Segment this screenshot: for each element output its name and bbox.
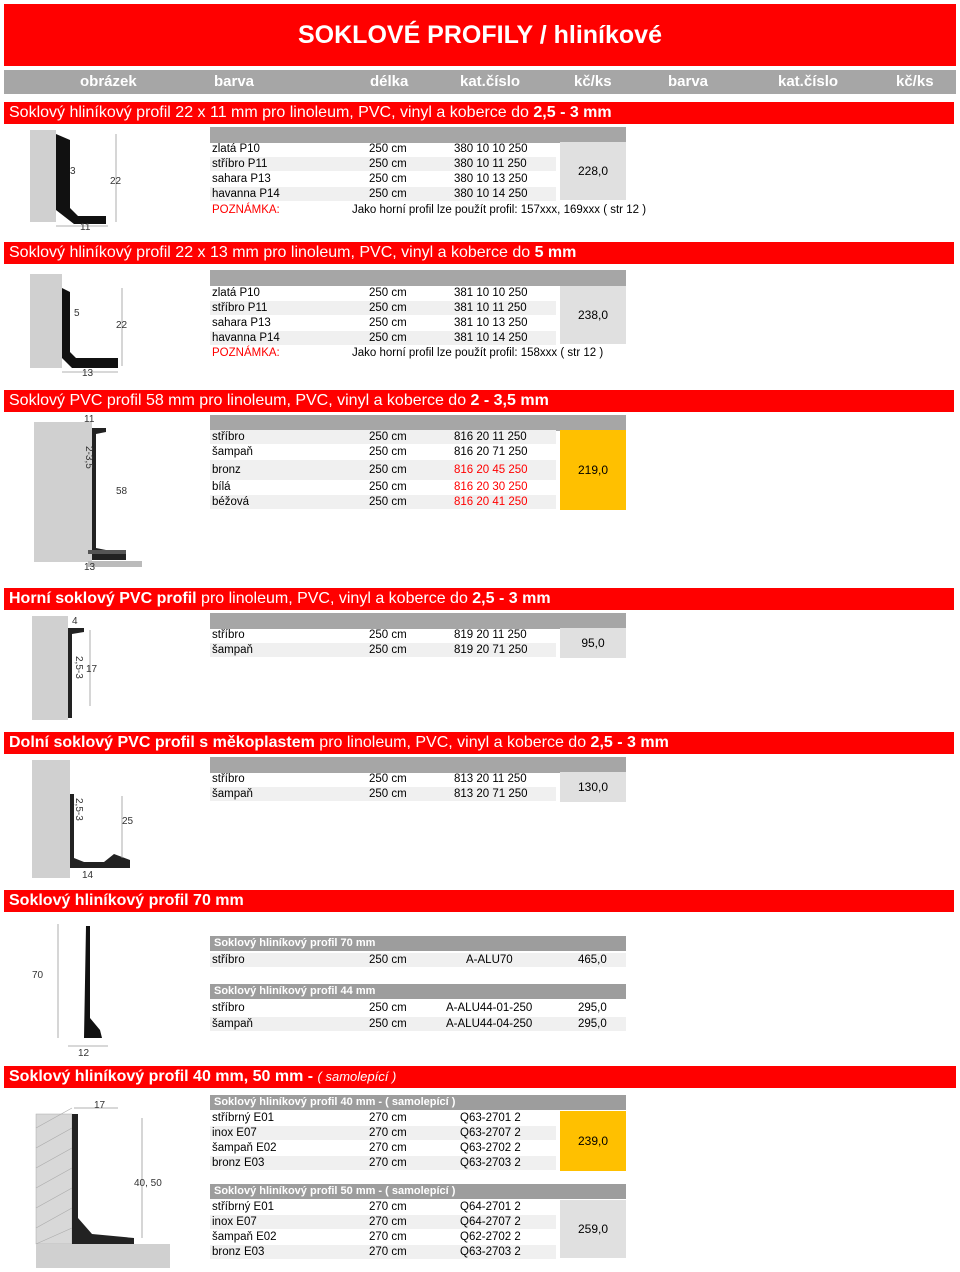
cell-catalog: 816 20 41 250 (454, 496, 528, 508)
section-title: Soklový hliníkový profil 22 x 11 mm (9, 104, 258, 121)
section-title-rest: pro linoleum, PVC, vinyl a koberce do (314, 734, 591, 751)
price-cell: 259,0 (560, 1200, 626, 1258)
cell-length: 250 cm (369, 431, 407, 443)
price-cell: 228,0 (560, 142, 626, 200)
price-cell: 130,0 (560, 772, 626, 802)
col-header-length: délka (370, 73, 409, 90)
cell-color: zlatá P10 (212, 143, 260, 155)
cell-color: béžová (212, 496, 250, 508)
cell-catalog: 813 20 11 250 (454, 773, 527, 785)
table-header-bar (210, 415, 626, 431)
cell-color: sahara P13 (212, 317, 271, 329)
note-text: Jako horní profil lze použít profil: 158xxx ( str 12 ) (352, 347, 604, 359)
dim-label: 4 (72, 616, 78, 627)
section-title-rest: pro linoleum, PVC, vinyl a koberce do (257, 104, 534, 121)
cell-length: 250 cm (369, 954, 407, 966)
note-label: POZNÁMKA: (212, 347, 280, 359)
section-header-7 (4, 1066, 956, 1088)
dim-label: 22 (110, 176, 122, 187)
subtable-header: Soklový hliníkový profil 70 mm (210, 936, 626, 951)
cell-color: stříbro (212, 431, 245, 443)
cell-length: 250 cm (369, 143, 407, 155)
cell-catalog: Q63-2702 2 (460, 1142, 521, 1154)
section-title: Horní soklový PVC profil (9, 590, 197, 607)
cell-length: 270 cm (369, 1112, 407, 1124)
cell-catalog: 816 20 11 250 (454, 431, 527, 443)
cell-catalog: 381 10 13 250 (454, 317, 528, 329)
cell-length: 270 cm (369, 1127, 407, 1139)
dim-label: 70 (32, 970, 44, 981)
dim-label: 5 (74, 308, 80, 319)
cell-catalog: A-ALU44-01-250 (446, 1002, 533, 1014)
section-title-rest: pro linoleum, PVC, vinyl a koberce do (196, 590, 473, 607)
cell-color: šampaň (212, 1018, 253, 1030)
cell-color: bronz E03 (212, 1246, 265, 1258)
cell-length: 250 cm (369, 496, 407, 508)
cell-length: 250 cm (369, 332, 407, 344)
cell-length: 270 cm (369, 1201, 407, 1213)
table-row (210, 953, 626, 967)
dim-label: 58 (116, 486, 128, 497)
cell-length: 250 cm (369, 773, 407, 785)
dim-label: 17 (86, 664, 98, 675)
dim-label: 40, 50 (134, 1178, 162, 1189)
cell-length: 270 cm (369, 1216, 407, 1228)
cell-length: 250 cm (369, 481, 407, 493)
cell-length: 250 cm (369, 464, 407, 476)
cell-catalog: 813 20 71 250 (454, 788, 528, 800)
cell-catalog: 381 10 14 250 (454, 332, 528, 344)
cell-catalog: Q64-2707 2 (460, 1216, 521, 1228)
section-title-tail: 2,5 - 3 mm (533, 104, 612, 121)
price-cell: 219,0 (560, 430, 626, 510)
dim-label: 25 (122, 816, 134, 827)
dim-label: 2,5-3 (73, 798, 84, 821)
section-title: Soklový PVC profil 58 mm (9, 392, 195, 409)
cell-length: 250 cm (369, 1018, 407, 1030)
cell-length: 270 cm (369, 1246, 407, 1258)
cell-color: stříbrný E01 (212, 1112, 274, 1124)
cell-length: 250 cm (369, 188, 407, 200)
price-cell: 295,0 (578, 1018, 607, 1030)
cell-color: stříbro (212, 954, 245, 966)
cell-catalog: 381 10 10 250 (454, 287, 528, 299)
cell-catalog: 816 20 30 250 (454, 481, 528, 493)
cell-color: stříbro (212, 773, 245, 785)
dim-label: 14 (82, 870, 94, 881)
section-title: Soklový hliníkový profil 70 mm (9, 892, 244, 909)
section-header-1 (4, 102, 954, 124)
subtable-header: Soklový hliníkový profil 44 mm (210, 984, 626, 999)
cell-catalog: Q63-2703 2 (460, 1157, 521, 1169)
cell-catalog: Q63-2701 2 (460, 1112, 521, 1124)
col-header-price-2: kč/ks (896, 73, 934, 90)
cell-color: šampaň E02 (212, 1231, 277, 1243)
cell-color: havanna P14 (212, 332, 280, 344)
profile-drawing-7 (34, 1098, 174, 1270)
cell-catalog: A-ALU70 (466, 954, 513, 966)
section-title-italic: ( samolepící ) (317, 1069, 397, 1084)
section-title-tail: 2 - 3,5 mm (470, 392, 549, 409)
cell-length: 250 cm (369, 302, 407, 314)
cell-length: 250 cm (369, 317, 407, 329)
col-header-catalog-2: kat.číslo (778, 73, 839, 90)
cell-catalog: 816 20 71 250 (454, 446, 528, 458)
dim-label: 11 (80, 222, 91, 230)
cell-catalog: A-ALU44-04-250 (446, 1018, 533, 1030)
cell-catalog: 380 10 13 250 (454, 173, 528, 185)
cell-color: bronz E03 (212, 1157, 265, 1169)
cell-catalog: Q62-2702 2 (460, 1231, 521, 1243)
table-row (210, 1017, 626, 1031)
profile-drawing-1 (26, 130, 136, 230)
section-header-3 (4, 390, 954, 412)
table-header-bar (210, 757, 626, 773)
dim-label: 2-3,5 (83, 446, 94, 469)
dim-label: 3 (70, 166, 76, 177)
cell-color: inox E07 (212, 1127, 257, 1139)
cell-catalog: 819 20 71 250 (454, 644, 528, 656)
cell-color: stříbro P11 (212, 158, 268, 170)
note-text: Jako horní profil lze použít profil: 157xxx, 169xxx ( str 12 ) (352, 204, 647, 216)
profile-drawing-3 (30, 412, 150, 572)
table-header-bar (210, 613, 626, 629)
col-header-color: barva (214, 73, 255, 90)
cell-catalog: 380 10 14 250 (454, 188, 528, 200)
section-title-rest: pro linoleum, PVC, vinyl a koberce do (194, 392, 471, 409)
table-header-bar (210, 270, 626, 286)
section-title: Soklový hliníkový profil 40 mm, 50 mm - (9, 1068, 318, 1085)
cell-catalog: 380 10 11 250 (454, 158, 527, 170)
col-header-color-2: barva (668, 73, 709, 90)
col-header-price: kč/ks (574, 73, 612, 90)
subtable-header: Soklový hliníkový profil 40 mm - ( samolepící ) (210, 1095, 626, 1110)
cell-color: bronz (212, 464, 241, 476)
cell-catalog: Q63-2707 2 (460, 1127, 521, 1139)
cell-color: bílá (212, 481, 231, 493)
section-title-tail: 2,5 - 3 mm (472, 590, 551, 607)
price-cell: 295,0 (578, 1002, 607, 1014)
cell-color: stříbro (212, 629, 245, 641)
cell-length: 250 cm (369, 158, 407, 170)
cell-length: 250 cm (369, 1002, 407, 1014)
dim-label: 2,5-3 (73, 656, 84, 679)
cell-color: sahara P13 (212, 173, 271, 185)
cell-catalog: 816 20 45 250 (454, 464, 528, 476)
cell-catalog: 380 10 10 250 (454, 143, 528, 155)
cell-length: 250 cm (369, 173, 407, 185)
section-title-rest: pro linoleum, PVC, vinyl a koberce do (258, 244, 535, 261)
section-header-5 (4, 732, 954, 754)
cell-length: 250 cm (369, 644, 407, 656)
section-header-2 (4, 242, 954, 264)
cell-color: havanna P14 (212, 188, 280, 200)
cell-length: 250 cm (369, 788, 407, 800)
cell-length: 270 cm (369, 1142, 407, 1154)
profile-drawing-6 (28, 920, 138, 1060)
cell-catalog: Q63-2703 2 (460, 1246, 521, 1258)
dim-label: 12 (78, 1048, 90, 1059)
column-header-bar (4, 70, 956, 94)
cell-catalog: Q64-2701 2 (460, 1201, 521, 1213)
section-title: Dolní soklový PVC profil s měkoplastem (9, 734, 315, 751)
cell-color: šampaň E02 (212, 1142, 277, 1154)
dim-label: 13 (82, 368, 94, 378)
cell-catalog: 381 10 11 250 (454, 302, 527, 314)
cell-color: šampaň (212, 788, 253, 800)
cell-length: 270 cm (369, 1231, 407, 1243)
section-title-tail: 5 mm (534, 244, 577, 261)
price-cell: 465,0 (578, 954, 607, 966)
col-header-catalog: kat.číslo (460, 73, 521, 90)
page-title: SOKLOVÉ PROFILY / hliníkové (4, 4, 956, 66)
cell-color: stříbrný E01 (212, 1201, 274, 1213)
price-cell: 238,0 (560, 286, 626, 344)
profile-drawing-2 (26, 274, 136, 378)
dim-label: 13 (84, 562, 96, 572)
profile-drawing-5 (30, 758, 150, 882)
profile-drawing-4 (30, 614, 120, 724)
cell-color: stříbro P11 (212, 302, 268, 314)
dim-label: 22 (116, 320, 128, 331)
dim-label: 11 (84, 414, 95, 425)
table-header-bar (210, 127, 626, 143)
cell-color: šampaň (212, 644, 253, 656)
section-title: Soklový hliníkový profil 22 x 13 mm (9, 244, 259, 261)
cell-length: 250 cm (369, 629, 407, 641)
col-header-image: obrázek (80, 73, 137, 90)
subtable-header: Soklový hliníkový profil 50 mm - ( samolepící ) (210, 1184, 626, 1199)
section-header-4 (4, 588, 954, 610)
cell-length: 270 cm (369, 1157, 407, 1169)
cell-catalog: 819 20 11 250 (454, 629, 527, 641)
section-header-6 (4, 890, 954, 912)
price-cell: 239,0 (560, 1111, 626, 1171)
dim-label: 17 (94, 1100, 106, 1111)
section-title-tail: 2,5 - 3 mm (590, 734, 669, 751)
cell-color: stříbro (212, 1002, 245, 1014)
note-label: POZNÁMKA: (212, 204, 280, 216)
price-cell: 95,0 (560, 628, 626, 658)
cell-color: zlatá P10 (212, 287, 260, 299)
cell-length: 250 cm (369, 287, 407, 299)
cell-color: inox E07 (212, 1216, 257, 1228)
cell-length: 250 cm (369, 446, 407, 458)
cell-color: šampaň (212, 446, 253, 458)
